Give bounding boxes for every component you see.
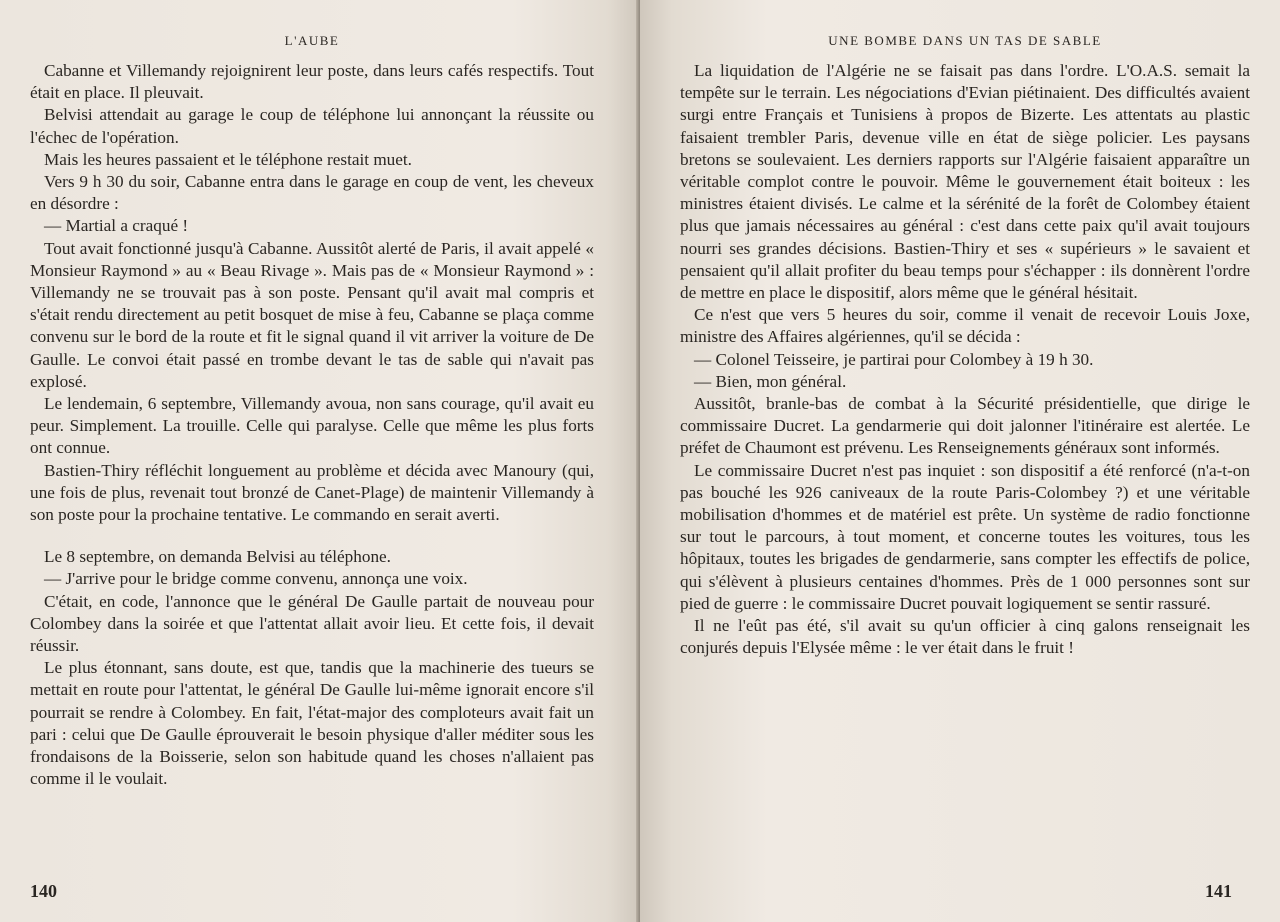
paragraph: C'était, en code, l'annonce que le général De Gaulle partait de nouveau pour Colombey dans la soirée et que l'attentat allait avoir lieu. Et cette fois, il devait réussir. bbox=[30, 591, 594, 656]
page-text bbox=[680, 60, 1250, 659]
paragraph: — Bien, mon général. bbox=[694, 371, 847, 391]
paragraph: Le commissaire Ducret n'est pas inquiet : son dispositif a été renforcé (n'a-t-on pas bouché les 926 caniveaux de la route Paris-Colombey ?) et une véritable mobilisation d'hommes et de matériel est prête. Un système de radio fonctionne sur tout le parcours, à tout moment, et concerne toutes les voitures, tous les hôpitaux, toutes les brigades de gendarmerie, sans compter les effectifs de police, qui s'élèvent à plusieurs centaines d'hommes. Près de 1 000 personnes sont sur pied de guerre : le commissaire Ducret pouvait logiquement se sentir rassuré. bbox=[680, 460, 1250, 613]
paragraph: Le lendemain, 6 septembre, Villemandy avoua, non sans courage, qu'il avait eu peur. Simplement. La trouille. Celle qui paralyse. Celle que même les plus forts ont connue. bbox=[30, 394, 594, 458]
paragraph: — J'arrive pour le bridge comme convenu, annonça une voix. bbox=[44, 569, 468, 589]
paragraph: — Martial a craqué ! bbox=[44, 216, 189, 236]
paragraph: Aussitôt, branle-bas de combat à la Sécurité présidentielle, que dirige le commissaire Ducret. La gendarmerie qui doit jalonner l'itinéraire est alertée. Le préfet de Chaumont est prévenu. Les Renseignements généraux sont informés. bbox=[680, 394, 1250, 458]
page-number: 141 bbox=[1205, 881, 1232, 901]
paragraph: Ce n'est que vers 5 heures du soir, comme il venait de recevoir Louis Joxe, ministre des Affaires algériennes, qu'il se décida : bbox=[680, 305, 1250, 347]
paragraph: Le plus étonnant, sans doute, est que, tandis que la machinerie des tueurs se mettait en route pour l'attentat, le général De Gaulle lui-même ignorait encore s'il pourrait se rendre à Colombey. En fait, l'état-major des comploteurs avait fait un pari : celui que De Gaulle éprouverait le besoin physique d'aller méditer sous les frondaisons de la Boisserie, selon son habitude quand les choses n'allaient pas comme il le voulait. bbox=[30, 658, 594, 789]
paragraph: Bastien-Thiry réfléchit longuement au problème et décida avec Manoury (qui, une fois de plus, revenait tout bronzé de Canet-Plage) de maintenir Villemandy à son poste pour la prochaine tentative. Le commando en serait averti. bbox=[30, 460, 594, 525]
paragraph: Le 8 septembre, on demanda Belvisi au téléphone. bbox=[44, 547, 391, 567]
paragraph: Mais les heures passaient et le téléphone restait muet. bbox=[44, 149, 412, 169]
running-head: UNE BOMBE DANS UN TAS DE SABLE bbox=[828, 33, 1102, 48]
running-head: L'AUBE bbox=[284, 33, 340, 48]
page-text bbox=[30, 60, 594, 791]
page-number: 140 bbox=[30, 881, 57, 901]
paragraph: — Colonel Teisseire, je partirai pour Colombey à 19 h 30. bbox=[694, 349, 1094, 369]
paragraph: Belvisi attendait au garage le coup de téléphone lui annonçant la réussite ou l'échec de l'opération. bbox=[30, 105, 594, 147]
paragraph: La liquidation de l'Algérie ne se faisait pas dans l'ordre. L'O.A.S. semait la tempête sur le terrain. Les négociations d'Evian piétinaient. Des difficultés avaient surgi entre Français et Tunisiens à propos de Bizerte. Les attentats au plastic faisaient trembler Paris, devenue ville en état de siège policier. Les paysans bretons se soulevaient. Les derniers rapports sur l'Algérie faisaient apparaître un véritable complot contre le pouvoir. Même le gouvernement était boiteux : les ministres étaient divisés. Le calme et la sérénité de la forêt de Colombey étaient plus que jamais nécessaires au général : c'est dans cette paix qu'il avait toujours nourri ses grandes décisions. Bastien-Thiry et ses « supérieurs » le savaient et pensaient qu'il allait profiter du beau temps pour s'échapper : ils donnèrent l'ordre de mettre en place le dispositif, alors même que le général hésitait. bbox=[680, 61, 1250, 303]
paragraph: Tout avait fonctionné jusqu'à Cabanne. Aussitôt alerté de Paris, il avait appelé « Monsieur Raymond » au « Beau Rivage ». Mais pas de « Monsieur Raymond » : Villemandy ne se trouvait pas à son poste. Pensant qu'il avait mal compris et s'était rendu directement au petit bosquet de mise à feu, Cabanne se plaça comme convenu sur le bord de la route et fit le signal quand il vit arriver la voiture de De Gaulle. Le convoi était passé en trombe devant le tas de sable qui n'avait pas explosé. bbox=[30, 238, 594, 391]
right-page bbox=[640, 0, 1280, 922]
paragraph: Il ne l'eût pas été, s'il avait su qu'un officier à cinq galons renseignait les conjurés depuis l'Elysée même : le ver était dans le fruit ! bbox=[680, 616, 1250, 658]
paragraph: Vers 9 h 30 du soir, Cabanne entra dans le garage en coup de vent, les cheveux en désordre : bbox=[30, 172, 594, 214]
paragraph: Cabanne et Villemandy rejoignirent leur poste, dans leurs cafés respectifs. Tout était en place. Il pleuvait. bbox=[30, 61, 594, 103]
